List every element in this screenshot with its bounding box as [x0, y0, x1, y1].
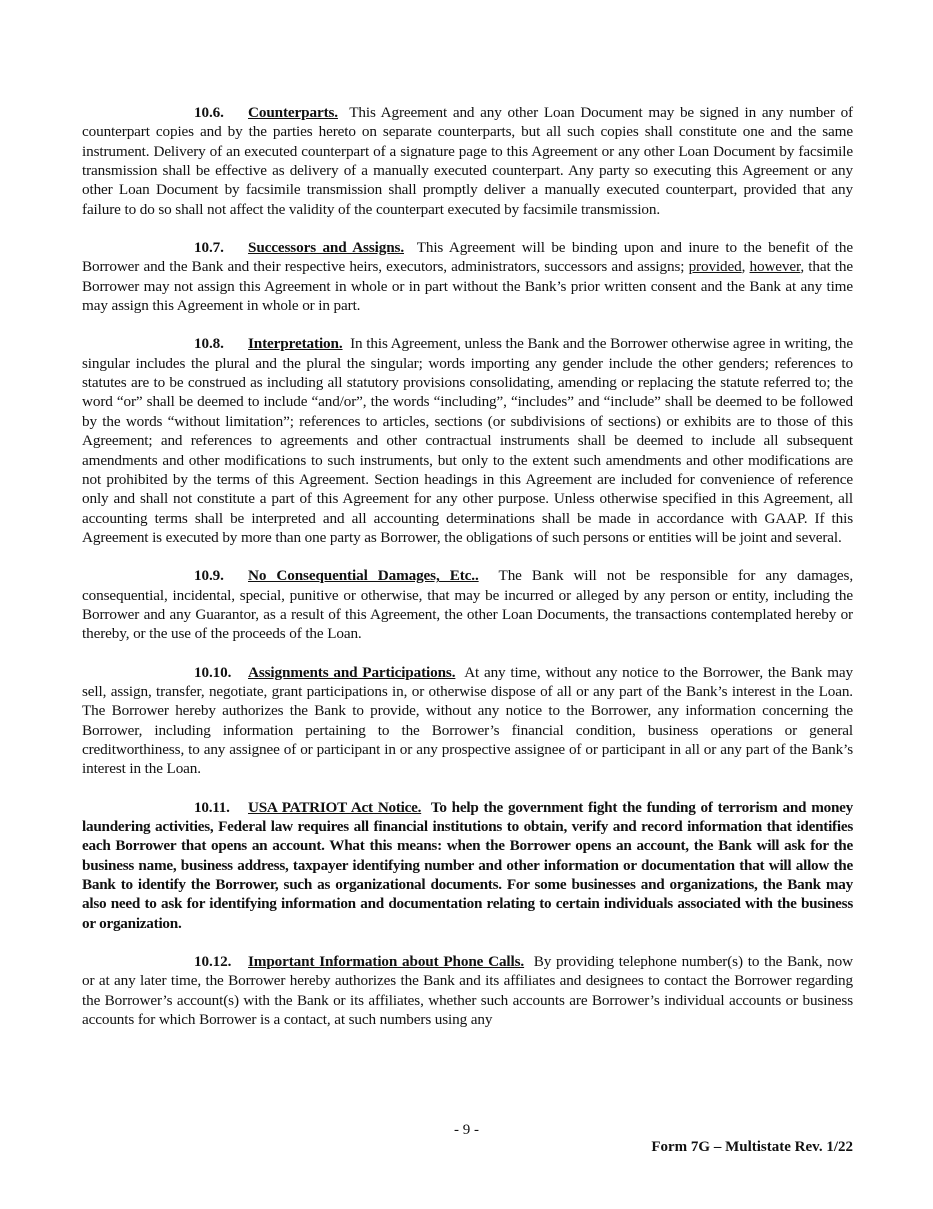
section-10-8 [82, 334, 853, 547]
section-heading: USA PATRIOT Act Notice. [248, 798, 422, 816]
section-number: 10.6. [194, 104, 224, 121]
section-body-continued: , that the Borrower may not assign this Agreement in whole or in part without the Bank’s prior written consent and the Bank at any time may assign this Agreement in whole or in part. [82, 258, 853, 315]
section-number: 10.12. [194, 953, 232, 971]
section-10-9 [82, 566, 853, 643]
document-page [82, 103, 853, 1048]
section-10-6 [82, 103, 853, 219]
form-identifier: Form 7G – Multistate Rev. 1/22 [651, 1139, 853, 1155]
page-number: - 9 - [454, 1122, 479, 1138]
section-number: 10.9. [194, 567, 224, 585]
underlined-term-however: however [749, 258, 801, 276]
underlined-term-provided: provided [688, 258, 742, 276]
section-body: In this Agreement, unless the Bank and the Borrower otherwise agree in writing, the singular includes the plural and the plural the singular; words importing any gender include the other genders; references to statutes are to be construed as including all statutory provisions consolidating, amending or replacing the statute referred to; the word “or” shall be deemed to include “and/or”, the words “including”, “includes” and “include” shall be deemed to be followed by the words “without limitation”; references to articles, sections (or subdivisions of sections) or exhibits are to those of this Agreement; and references to agreements and other contractual instruments shall be deemed to include all subsequent amendments and other modifications to such instruments, but only to the extent such amendments and other modifications are not prohibited by the terms of this Agreement. Section headings in this Agreement are included for convenience of reference only and shall not constitute a part of this Agreement for any other purpose. Unless otherwise specified in this Agreement, all accounting terms shall be interpreted and all accounting determinations shall be made in accordance with GAAP. If this Agreement is executed by more than one party as Borrower, the obligations of such persons or entities will be joint and several. [82, 335, 854, 546]
section-heading: Successors and Assigns. [248, 239, 405, 257]
section-10-10 [82, 663, 853, 779]
section-body: The Bank will not be responsible for any damages, consequential, incidental, special, punitive or otherwise, that may be incurred or alleged by any person or entity, including the Borrower and any Guarantor, as a result of this Agreement, the other Loan Documents, the transactions contemplated hereby or thereby, or the use of the proceeds of the Loan. [82, 567, 853, 643]
section-body: At any time, without any notice to the Borrower, the Bank may sell, assign, transfer, negotiate, grant participations in, or otherwise dispose of all or any part of the Bank’s interest in the Loan. The Borrower hereby authorizes the Bank to provide, without any notice to the Borrower, any information concerning the Borrower, including information pertaining to the Borrower’s financial condition, business operations or general creditworthiness, to any assignee of or participant in or any prospective assignee of or participant in all or any part of the Bank’s interest in the Loan. [82, 663, 854, 778]
section-body: This Agreement and any other Loan Document may be signed in any number of counterpart copies and by the parties hereto on separate counterparts, but all such copies shall constitute one and the same instrument. Delivery of an executed counterpart of a signature page to this Agreement or any other Loan Document by facsimile transmission shall be effective as delivery of a manually executed counterpart. Any party so executing this Agreement or any other Loan Document by facsimile transmission shall promptly deliver a manually executed counterpart, provided that any failure to do so shall not affect the validity of the counterpart executed by facsimile transmission. [82, 104, 853, 218]
section-heading: Assignments and Participations. [248, 663, 456, 681]
section-number: 10.8. [194, 335, 224, 353]
section-body: This Agreement will be binding upon and inure to the benefit of the Borrower and the Bank and their respective heirs, executors, administrators, successors and assigns; [82, 239, 853, 276]
section-10-11 [82, 798, 853, 933]
section-heading: No Consequential Damages, Etc.. [248, 567, 479, 585]
section-10-7 [82, 238, 853, 315]
section-number: 10.11. [194, 798, 230, 816]
section-heading: Interpretation. [248, 335, 343, 353]
section-heading: Important Information about Phone Calls. [248, 953, 525, 971]
section-body: To help the government fight the funding of terrorism and money laundering activities, Federal law requires all financial institutions to obtain, verify and record information that identifies each Borrower that opens an account. What this means: when the Borrower opens an account, the Bank will ask for the business name, business address, taxpayer identifying number and other information or documentation that will allow the Bank to identify the Borrower, such as organizational documents. For some businesses and organizations, the Bank may also need to ask for identifying information and documentation relating to certain individuals associated with the business or organization. [82, 798, 853, 932]
section-10-12 [82, 952, 853, 1029]
separator: , [741, 258, 750, 276]
section-body: By providing telephone number(s) to the Bank, now or at any later time, the Borrower hereby authorizes the Bank and its affiliates and designees to contact the Borrower regarding the Borrower’s account(s) with the Bank or its affiliates, whether such accounts are Borrower’s individual accounts or business accounts for which Borrower is a contact, at such numbers using any [82, 953, 853, 1029]
section-number: 10.7. [194, 239, 224, 257]
section-number: 10.10. [194, 663, 232, 681]
section-heading: Counterparts. [248, 104, 338, 121]
